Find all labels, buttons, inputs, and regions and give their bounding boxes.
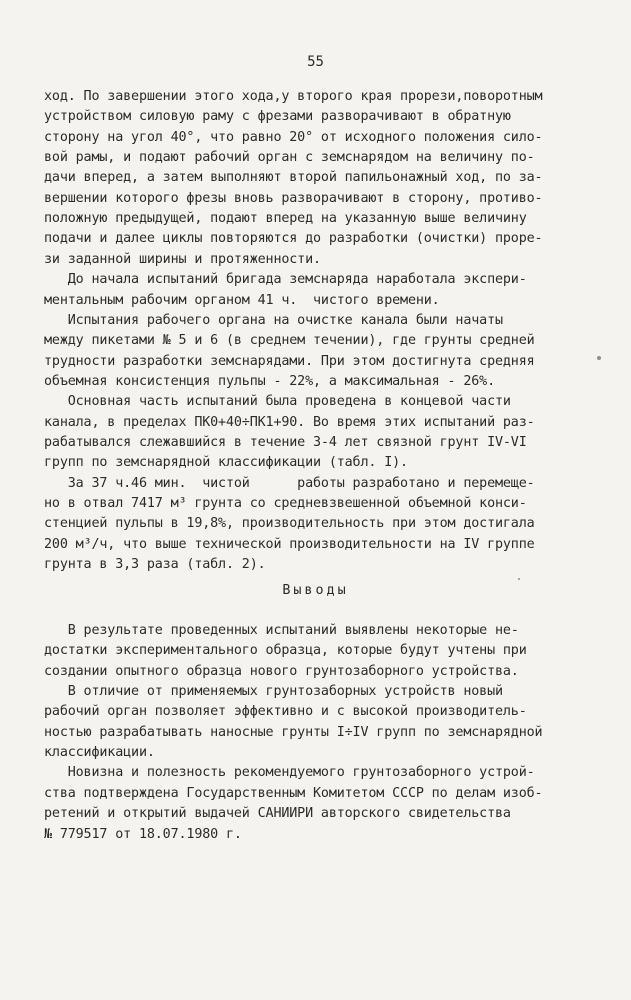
section-heading-conclusions: Выводы <box>282 583 349 598</box>
paper-speck <box>597 356 601 360</box>
paper-speck <box>518 578 520 580</box>
text-line: групп по земснарядной классификации (табл. I). <box>44 455 408 471</box>
text-line: В результате проведенных испытаний выявлены некоторые не- <box>44 623 519 638</box>
text-line: дачи вперед, а затем выполняют второй папильонажный ход, по за- <box>44 170 543 186</box>
text-line: № 779517 от 18.07.1980 г. <box>44 826 242 842</box>
text-line: За 37 ч.46 мин. чистой работы разработано и перемеще- <box>44 475 535 491</box>
text-line: трудности разработки земснарядами. При этом достигнута средняя <box>44 353 535 369</box>
text-line: ретений и открытий выдачей САНИИРИ авторского свидетельства <box>44 806 511 822</box>
text-line: До начала испытаний бригада земснаряда наработала экспери- <box>44 272 527 288</box>
text-line: вой рамы, и подают рабочий орган с земснарядом на величину по- <box>44 150 535 166</box>
text-line: но в отвал 7417 м³ грунта со средневзвешенной объемной конси- <box>44 496 527 511</box>
text-line: Испытания рабочего органа на очистке канала были начаты <box>44 312 503 328</box>
text-line: между пикетами № 5 и 6 (в среднем течении), где грунты средней <box>44 333 535 349</box>
text-line: рабочий орган позволяет эффективно и с высокой производитель- <box>44 704 527 720</box>
text-line: подачи и далее циклы повторяются до разработки (очистки) проре- <box>44 231 543 247</box>
text-line: канала, в пределах ПК0+40÷ПК1+90. Во время этих испытаний раз- <box>44 414 535 430</box>
text-line: достатки экспериментального образца, которые будут учтены при <box>44 643 527 659</box>
text-line: Новизна и полезность рекомендуемого грунтозаборного устрой- <box>44 765 535 781</box>
text-line: положную предыдущей, подают вперед на указанную выше величину <box>44 211 527 227</box>
text-line: классификации. <box>44 745 155 761</box>
text-line: создании опытного образца нового грунтозаборного устройства. <box>44 663 519 679</box>
text-line: зи заданной ширины и протяженности. <box>44 251 321 267</box>
text-line: объемная консистенция пульпы - 22%, а максимальная - 26%. <box>44 373 495 389</box>
text-line: В отличие от применяемых грунтозаборных устройств новый <box>44 684 503 700</box>
text-line: Основная часть испытаний была проведена в концевой части <box>44 394 511 410</box>
text-line: вершении которого фрезы вновь разворачивают в сторону, противо- <box>44 190 543 206</box>
text-line: устройством силовую раму с фрезами разворачивают в обратную <box>44 109 511 125</box>
text-line: ностью разрабатывать наносные грунты I÷IV групп по земснарядной <box>44 724 543 740</box>
page-number: 55 <box>307 54 324 70</box>
text-line: грунта в 3,3 раза (табл. 2). <box>44 557 266 573</box>
text-line: стенцией пульпы в 19,8%, производительность при этом достигала <box>44 516 535 532</box>
text-line: ства подтверждена Государственным Комитетом СССР по делам изоб- <box>44 785 543 801</box>
text-line: ментальным рабочим органом 41 ч. чистого времени. <box>44 292 440 308</box>
text-line: 200 м³/ч, что выше технической производительности на IV группе <box>44 536 535 552</box>
text-line: сторону на угол 40°, что равно 20° от исходного положения сило- <box>44 129 543 145</box>
text-line: рабатывался слежавшийся в течение 3-4 лет связной грунт IV-VI <box>44 434 527 450</box>
text-line: ход. По завершении этого хода,у второго края прорези,поворотным <box>44 89 543 104</box>
